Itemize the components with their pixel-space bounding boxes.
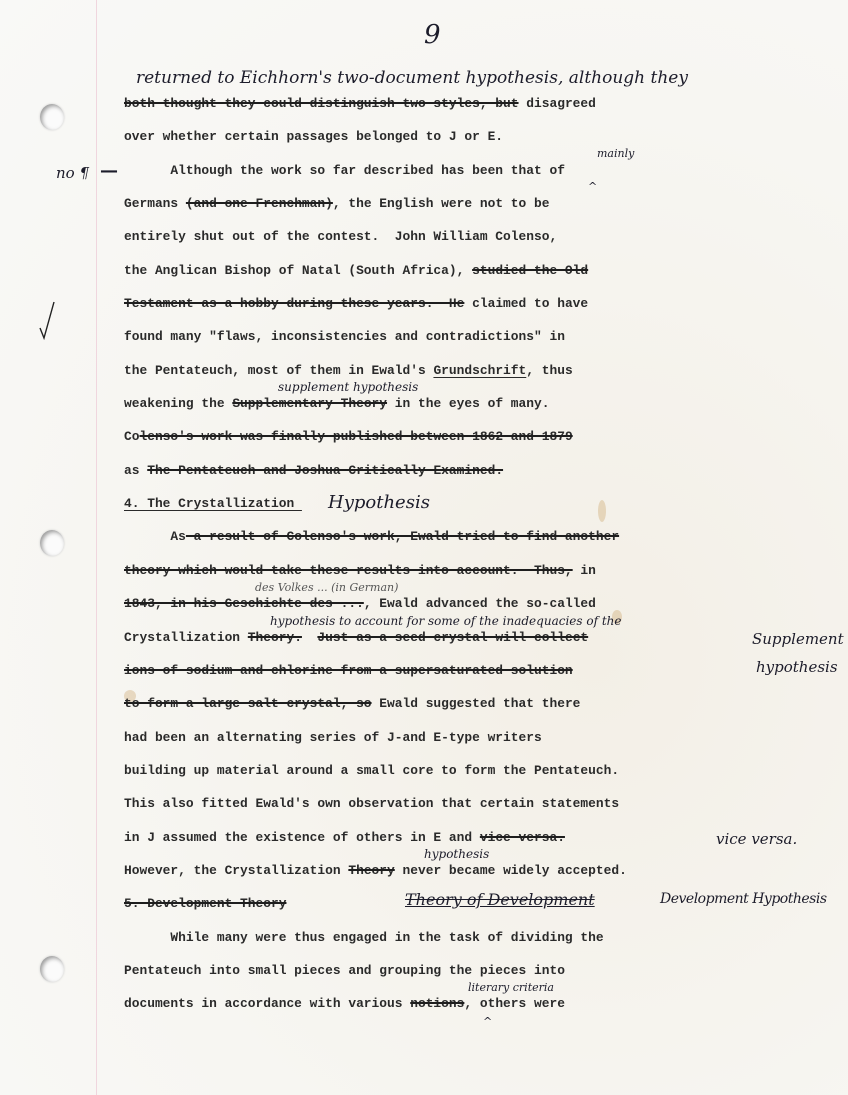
margin-line xyxy=(96,0,97,1095)
punch-hole xyxy=(40,104,64,130)
struck-text: theory which would take these results into account. Thus, xyxy=(124,562,573,578)
typed-line xyxy=(124,294,627,327)
margin-note-hypothesis: hypothesis xyxy=(756,658,838,676)
struck-text: 1843, in his Geschichte des ... xyxy=(124,596,364,612)
text: , Ewald advanced the so-called xyxy=(363,596,596,612)
struck-text: Just as a seed crystal will collect xyxy=(317,629,589,645)
handwritten-insert-top: returned to Eichhorn's two-document hypothesis, although they xyxy=(136,68,688,88)
underlined-text: 4. The Crystallization xyxy=(124,496,302,512)
dash-mark: — xyxy=(100,160,118,181)
text: Ewald suggested that there xyxy=(371,696,581,712)
typed-line xyxy=(124,994,627,1027)
text: building up material around a small core to form the Pentateuch. xyxy=(124,762,620,778)
struck-text: 5. Development Theory xyxy=(124,896,287,912)
typed-line xyxy=(124,761,627,794)
typed-line xyxy=(124,527,627,560)
punch-hole xyxy=(40,956,64,982)
text: found many "flaws, inconsistencies and contradictions" in xyxy=(124,329,565,345)
typed-line xyxy=(124,127,627,160)
text xyxy=(302,630,317,645)
text: Co xyxy=(124,429,140,445)
typed-line xyxy=(124,427,627,460)
text: never became widely accepted. xyxy=(394,862,627,878)
struck-text: vice versa. xyxy=(479,829,565,845)
text: However, the Crystallization xyxy=(124,862,349,878)
handwritten-mainly: mainly xyxy=(597,147,635,160)
margin-note-supplement: Supplement xyxy=(752,630,844,648)
text: Pentateuch into small pieces and grouping the pieces into xyxy=(124,962,565,978)
typed-line xyxy=(124,794,627,827)
handwritten-vice-versa: vice versa. xyxy=(716,830,798,848)
handwritten-hypothesis-heading: Hypothesis xyxy=(328,492,430,513)
handwritten-des-volkes: des Volkes ... (in German) xyxy=(255,581,399,594)
text: , others were xyxy=(464,996,565,1012)
text: had been an alternating series of J-and E-type writers xyxy=(124,729,542,745)
struck-text: Supplementary Theory xyxy=(232,396,388,412)
typed-line xyxy=(124,327,627,360)
typed-line xyxy=(124,828,627,861)
no-paragraph-note: no ¶ xyxy=(56,164,90,182)
text: While many were thus engaged in the task of dividing the xyxy=(124,929,604,945)
typed-line xyxy=(124,461,627,494)
text: disagreed xyxy=(518,96,596,111)
typed-line xyxy=(124,394,627,427)
text: over whether certain passages belonged to J or E. xyxy=(124,129,504,145)
text: in xyxy=(572,562,596,578)
handwritten-account-insert: hypothesis to account for some of the inadequacies of the xyxy=(270,614,622,628)
typed-line xyxy=(124,227,627,260)
struck-text: Theory. xyxy=(247,629,302,645)
underlined-text: Grundschrift xyxy=(433,362,527,378)
struck-text: notions xyxy=(410,996,465,1012)
handwritten-hypothesis-above: hypothesis xyxy=(424,847,490,861)
struck-text: Testament as a hobby during these years. He xyxy=(124,296,465,312)
handwritten-supplement-hypothesis: supplement hypothesis xyxy=(278,380,419,394)
text: , thus xyxy=(526,362,573,378)
typed-line xyxy=(124,661,627,694)
typed-line xyxy=(124,928,627,961)
struck-text: both thought they could distinguish two styles, but xyxy=(124,96,519,111)
text: in the eyes of many. xyxy=(387,396,550,412)
struck-text: (and one Frenchman) xyxy=(185,196,333,212)
caret-mark: ^ xyxy=(588,180,598,193)
struck-text: lenso's work was finally published between 1862 and 1879 xyxy=(139,429,573,445)
check-mark-icon xyxy=(38,300,56,340)
text: As xyxy=(124,529,186,545)
typed-line xyxy=(124,628,627,661)
typed-line xyxy=(124,161,627,194)
struck-theory-of-development: Theory of Development xyxy=(405,890,595,909)
punch-hole xyxy=(40,530,64,556)
text: as xyxy=(124,462,148,478)
struck-text: a result of Colenso's work, Ewald tried to find another xyxy=(185,529,620,545)
struck-text: Theory xyxy=(348,862,395,878)
text: Crystallization xyxy=(124,629,248,645)
typed-line xyxy=(124,728,627,761)
typed-text xyxy=(124,94,627,1028)
handwritten-development-hypothesis: Development Hypothesis xyxy=(660,891,827,907)
caret-mark: ^ xyxy=(483,1015,493,1028)
struck-text: to form a large salt crystal, so xyxy=(124,696,372,712)
text: Although the work so far described has been that of xyxy=(124,162,565,178)
text: the Anglican Bishop of Natal (South Africa), xyxy=(124,262,473,278)
handwritten-literary-criteria: literary criteria xyxy=(468,981,554,994)
typed-line xyxy=(124,94,627,127)
text: weakening the xyxy=(124,396,233,412)
page-number: 9 xyxy=(424,20,441,50)
text: documents in accordance with various xyxy=(124,996,411,1012)
text: the Pentateuch, most of them in Ewald's xyxy=(124,362,434,378)
text: in J assumed the existence of others in E and xyxy=(124,829,480,845)
typed-line xyxy=(124,261,627,294)
text: entirely shut out of the contest. John William Colenso, xyxy=(124,229,558,245)
struck-text: studied the Old xyxy=(472,262,589,278)
typed-line xyxy=(124,194,627,227)
text: This also fitted Ewald's own observation that certain statements xyxy=(124,796,620,812)
text: claimed to have xyxy=(464,296,589,312)
struck-text: ions of sodium and chlorine from a supersaturated solution xyxy=(124,662,573,678)
struck-text: The Pentateuch and Joshua Critically Examined. xyxy=(147,462,504,478)
typed-line xyxy=(124,694,627,727)
text: Germans xyxy=(124,196,186,212)
text: , the English were not to be xyxy=(332,196,550,212)
